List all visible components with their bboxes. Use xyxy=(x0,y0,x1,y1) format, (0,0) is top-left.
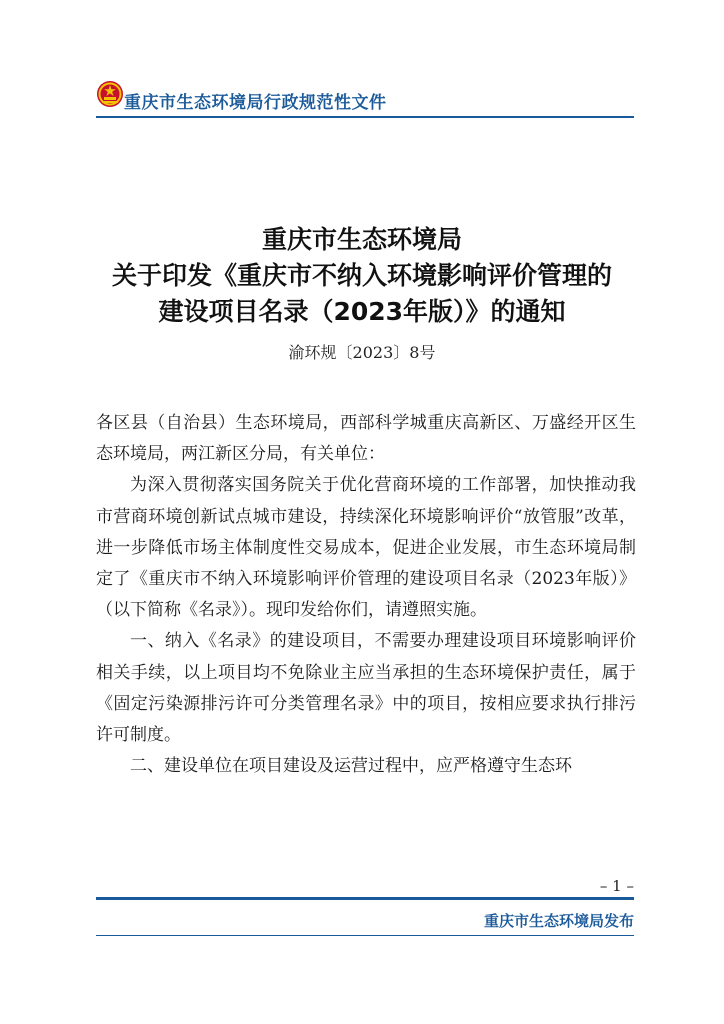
national-emblem-icon xyxy=(96,80,124,108)
salutation-paragraph: 各区县（自治县）生态环境局，西部科学城重庆高新区、万盛经开区生态环境局，两江新区分局，有关单位： xyxy=(96,413,636,465)
document-body xyxy=(96,408,636,782)
body-paragraph: 为深入贯彻落实国务院关于优化营商环境的工作部署，加快推动我市营商环境创新试点城市建设，持续深化环境影响评价“放管服”改革，进一步降低市场主体制度性交易成本，促进企业发展，市生态环境局制定了《重庆市不纳入环境影响评价管理的建设项目名录（2023年版）》（以下简称《名录》）。现印发给你们，请遵照实施。 xyxy=(96,475,636,621)
footer-rule-thin xyxy=(96,935,634,936)
publisher-label: 重庆市生态环境局发布 xyxy=(483,912,634,930)
header-rule xyxy=(96,116,634,118)
header-title: 重庆市生态环境局行政规范性文件 xyxy=(124,93,387,113)
document-number: 渝环规〔2023〕8号 xyxy=(288,343,436,362)
body-paragraph: 一、纳入《名录》的建设项目，不需要办理建设项目环境影响评价相关手续，以上项目均不免除业主应当承担的生态环境保护责任，属于《固定污染源排污许可分类管理名录》中的项目，按相应要求执行排污许可制度。 xyxy=(96,631,636,746)
document-title xyxy=(60,222,664,330)
footer-rule-thick xyxy=(96,897,634,900)
document-header xyxy=(96,78,634,116)
title-line-1: 重庆市生态环境局 xyxy=(261,225,462,254)
title-line-3: 建设项目名录（2023年版）》的通知 xyxy=(158,297,566,326)
body-paragraph: 二、建设单位在项目建设及运营过程中，应严格遵守生态环 xyxy=(130,756,572,777)
title-line-2: 关于印发《重庆市不纳入环境影响评价管理的 xyxy=(111,261,612,290)
page-number: – 1 – xyxy=(599,877,634,895)
